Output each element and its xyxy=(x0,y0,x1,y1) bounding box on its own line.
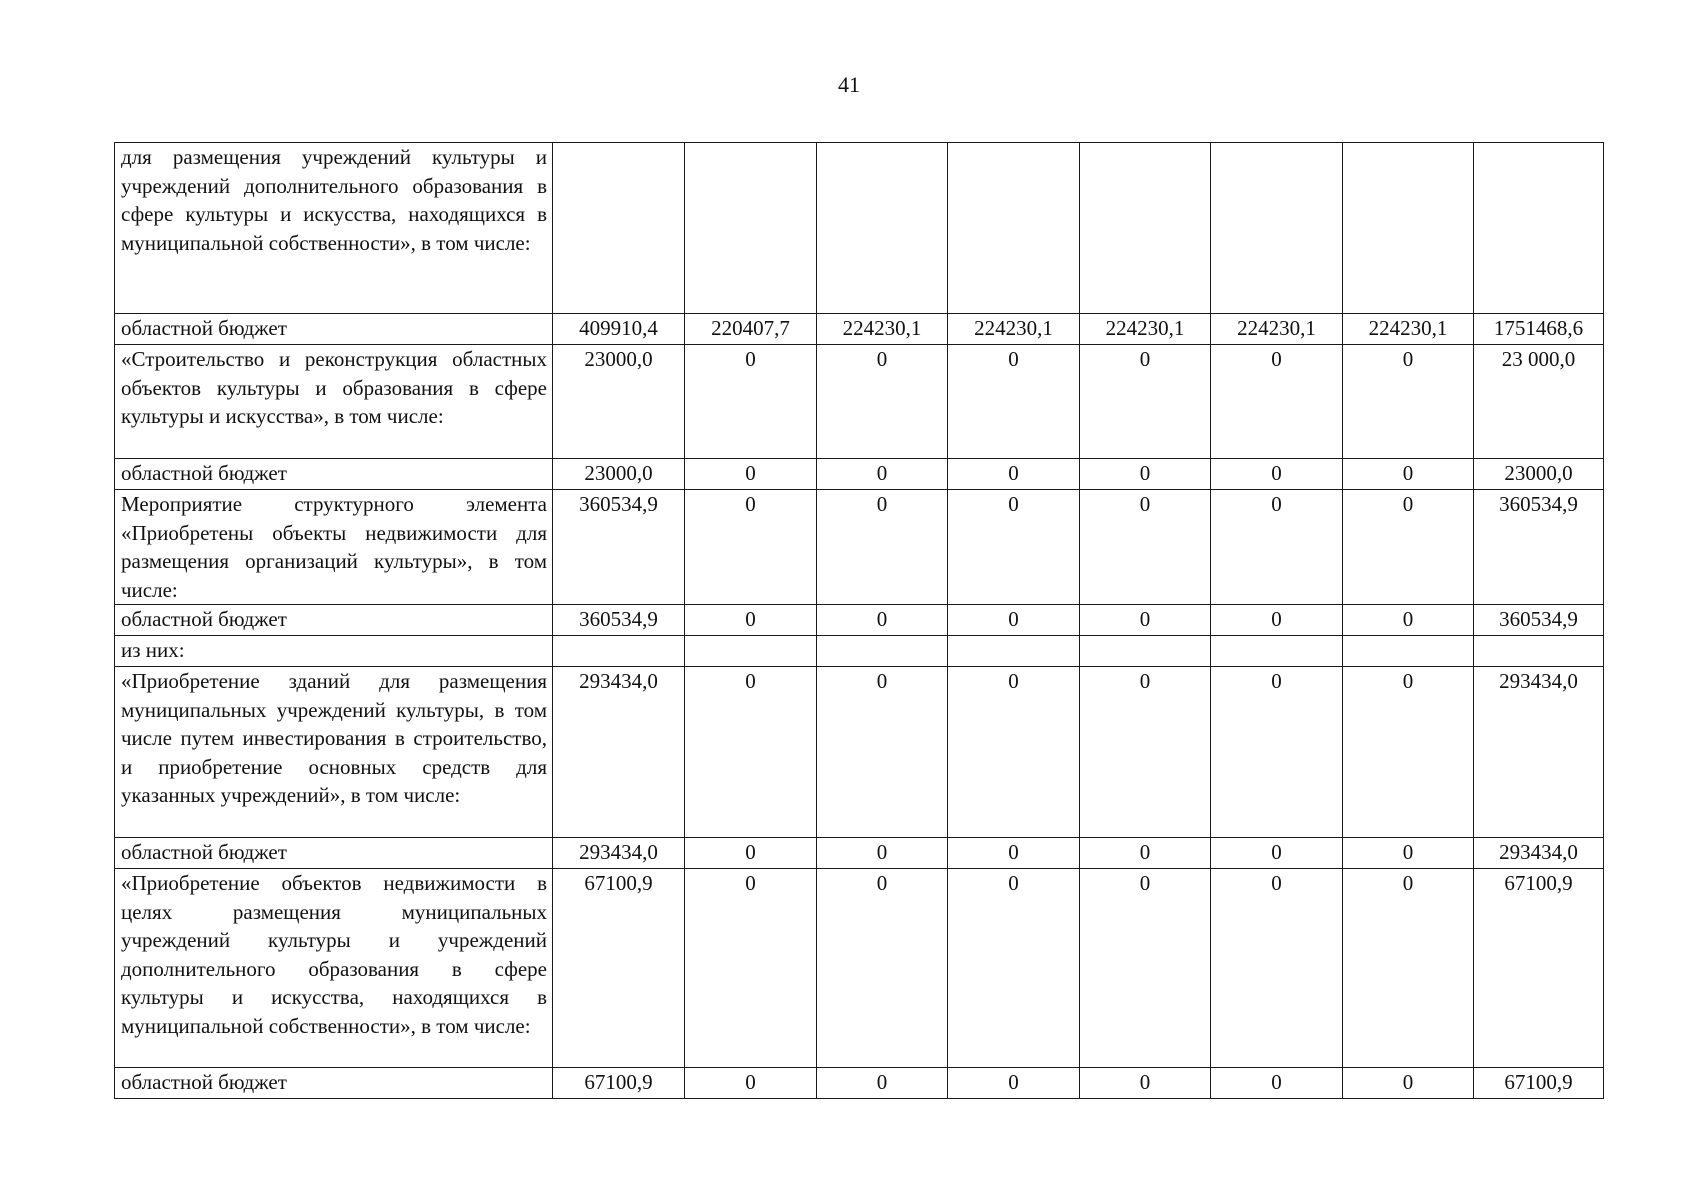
total-cell xyxy=(1474,143,1604,314)
value-cell: 0 xyxy=(817,838,948,869)
value-cell: 0 xyxy=(817,667,948,838)
row-label: из них: xyxy=(115,636,553,667)
value-cell: 293434,0 xyxy=(553,838,685,869)
value-cell: 0 xyxy=(817,490,948,605)
value-cell: 0 xyxy=(1343,838,1474,869)
table-row xyxy=(115,1068,1604,1099)
value-cell xyxy=(1211,143,1343,314)
table-row xyxy=(115,314,1604,345)
table-row xyxy=(115,143,1604,314)
value-cell xyxy=(685,143,817,314)
row-label: «Строительство и реконструкция областных объектов культуры и образования в сфере культуры и искусства», в том числе: xyxy=(115,345,553,459)
total-cell: 23 000,0 xyxy=(1474,345,1604,459)
row-label: Мероприятие структурного элемента «Приобретены объекты недвижимости для размещения организаций культуры», в том числе: xyxy=(115,490,553,605)
value-cell: 0 xyxy=(1080,869,1211,1068)
value-cell xyxy=(1211,636,1343,667)
value-cell: 0 xyxy=(1343,1068,1474,1099)
value-cell xyxy=(553,143,685,314)
value-cell: 0 xyxy=(1211,459,1343,490)
value-cell xyxy=(948,636,1080,667)
value-cell: 0 xyxy=(1211,869,1343,1068)
value-cell: 0 xyxy=(1211,605,1343,636)
value-cell xyxy=(1080,636,1211,667)
value-cell: 0 xyxy=(1343,345,1474,459)
value-cell: 0 xyxy=(685,459,817,490)
value-cell: 0 xyxy=(1080,345,1211,459)
value-cell: 0 xyxy=(685,667,817,838)
table-row xyxy=(115,636,1604,667)
value-cell: 224230,1 xyxy=(1080,314,1211,345)
value-cell: 360534,9 xyxy=(553,605,685,636)
total-cell: 67100,9 xyxy=(1474,869,1604,1068)
table-row xyxy=(115,605,1604,636)
value-cell: 0 xyxy=(817,605,948,636)
value-cell: 0 xyxy=(685,490,817,605)
value-cell: 0 xyxy=(1343,459,1474,490)
value-cell: 0 xyxy=(685,1068,817,1099)
table-row xyxy=(115,838,1604,869)
value-cell: 67100,9 xyxy=(553,869,685,1068)
value-cell xyxy=(1343,143,1474,314)
value-cell xyxy=(553,636,685,667)
value-cell: 0 xyxy=(817,869,948,1068)
value-cell: 0 xyxy=(817,459,948,490)
value-cell: 224230,1 xyxy=(1343,314,1474,345)
value-cell: 0 xyxy=(685,605,817,636)
value-cell: 0 xyxy=(948,605,1080,636)
value-cell: 23000,0 xyxy=(553,345,685,459)
total-cell: 360534,9 xyxy=(1474,605,1604,636)
value-cell: 0 xyxy=(948,838,1080,869)
value-cell: 224230,1 xyxy=(817,314,948,345)
value-cell xyxy=(1343,636,1474,667)
value-cell: 0 xyxy=(1080,490,1211,605)
value-cell: 0 xyxy=(1211,667,1343,838)
value-cell: 0 xyxy=(948,869,1080,1068)
value-cell xyxy=(948,143,1080,314)
value-cell: 0 xyxy=(1080,1068,1211,1099)
value-cell: 0 xyxy=(948,459,1080,490)
table-row xyxy=(115,459,1604,490)
value-cell: 0 xyxy=(948,1068,1080,1099)
value-cell: 0 xyxy=(1211,838,1343,869)
row-label: областной бюджет xyxy=(115,459,553,490)
value-cell: 0 xyxy=(685,869,817,1068)
table-row xyxy=(115,667,1604,838)
value-cell xyxy=(817,143,948,314)
value-cell: 360534,9 xyxy=(553,490,685,605)
value-cell: 0 xyxy=(685,838,817,869)
value-cell: 0 xyxy=(1211,490,1343,605)
value-cell: 23000,0 xyxy=(553,459,685,490)
total-cell xyxy=(1474,636,1604,667)
table-row xyxy=(115,869,1604,1068)
value-cell: 0 xyxy=(1211,345,1343,459)
total-cell: 23000,0 xyxy=(1474,459,1604,490)
value-cell: 0 xyxy=(817,345,948,459)
value-cell xyxy=(685,636,817,667)
value-cell: 0 xyxy=(1343,667,1474,838)
total-cell: 293434,0 xyxy=(1474,667,1604,838)
total-cell: 67100,9 xyxy=(1474,1068,1604,1099)
value-cell: 224230,1 xyxy=(948,314,1080,345)
value-cell: 0 xyxy=(1343,869,1474,1068)
total-cell: 360534,9 xyxy=(1474,490,1604,605)
row-label: областной бюджет xyxy=(115,314,553,345)
value-cell: 0 xyxy=(948,667,1080,838)
value-cell: 220407,7 xyxy=(685,314,817,345)
value-cell: 0 xyxy=(948,345,1080,459)
row-label: областной бюджет xyxy=(115,605,553,636)
value-cell: 0 xyxy=(1343,490,1474,605)
row-label: областной бюджет xyxy=(115,838,553,869)
value-cell: 0 xyxy=(1080,838,1211,869)
value-cell: 0 xyxy=(685,345,817,459)
table-row xyxy=(115,345,1604,459)
row-label: для размещения учреждений культуры и учреждений дополнительного образования в сфере культуры и искусства, находящихся в муниципальной собственности», в том числе: xyxy=(115,143,553,314)
value-cell: 0 xyxy=(1211,1068,1343,1099)
total-cell: 1751468,6 xyxy=(1474,314,1604,345)
row-label: областной бюджет xyxy=(115,1068,553,1099)
budget-table-body xyxy=(115,143,1604,1099)
value-cell: 0 xyxy=(817,1068,948,1099)
page-number: 41 xyxy=(838,72,860,97)
value-cell xyxy=(1080,143,1211,314)
value-cell: 224230,1 xyxy=(1211,314,1343,345)
row-label: «Приобретение зданий для размещения муниципальных учреждений культуры, в том числе путем инвестирования в строительство, и приобретение основных средств для указанных учреждений», в том числе: xyxy=(115,667,553,838)
value-cell: 0 xyxy=(1343,605,1474,636)
value-cell: 409910,4 xyxy=(553,314,685,345)
value-cell: 0 xyxy=(1080,459,1211,490)
value-cell: 0 xyxy=(1080,605,1211,636)
row-label: «Приобретение объектов недвижимости в целях размещения муниципальных учреждений культуры и учреждений дополнительного образования в сфере культуры и искусства, находящихся в муниципальной собственности», в том числе: xyxy=(115,869,553,1068)
budget-table xyxy=(114,142,1604,1099)
total-cell: 293434,0 xyxy=(1474,838,1604,869)
value-cell xyxy=(817,636,948,667)
value-cell: 0 xyxy=(948,490,1080,605)
table-row xyxy=(115,490,1604,605)
value-cell: 293434,0 xyxy=(553,667,685,838)
value-cell: 67100,9 xyxy=(553,1068,685,1099)
value-cell: 0 xyxy=(1080,667,1211,838)
